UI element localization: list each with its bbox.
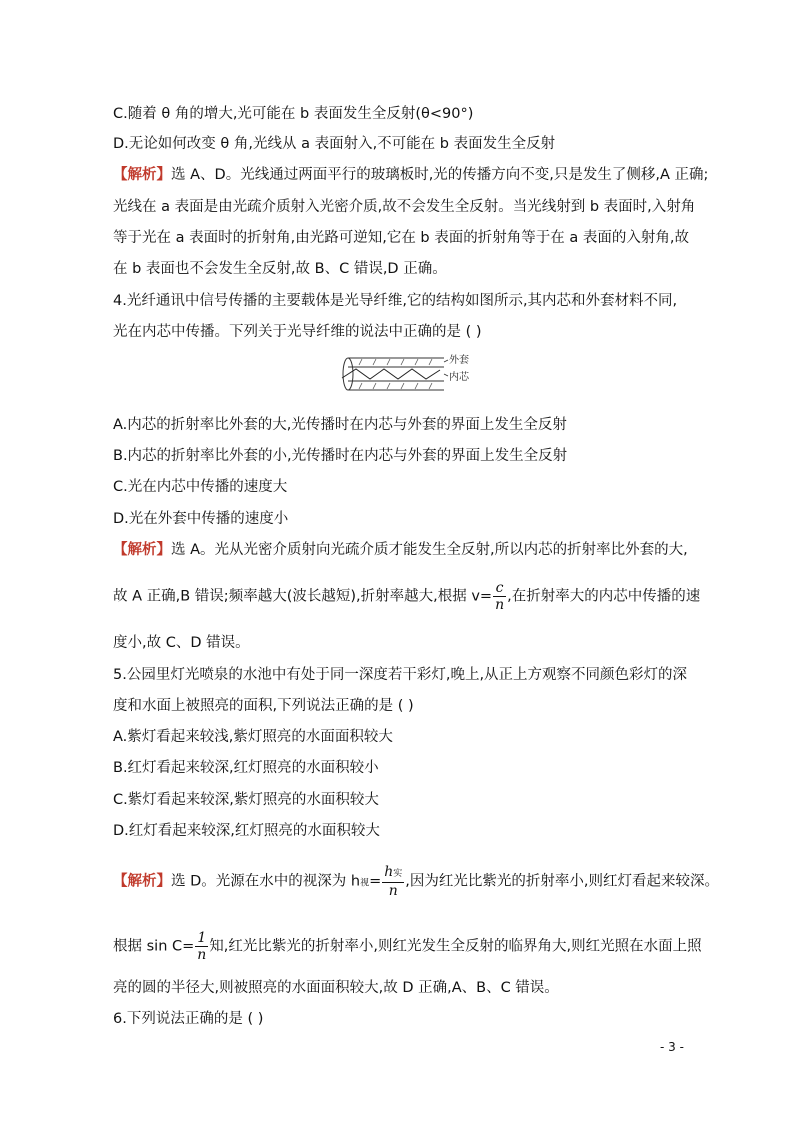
fraction-1-over-n: $\frac{1}{n}$ (197, 930, 207, 963)
analysis-q4-line2: 故 A 正确,B 错误;频率越大(波长越短),折射率越大,根据 v= $\frac{c}{n}$ ,在折射率大的内芯中传播的速 (113, 580, 701, 613)
fraction-c-over-n: $\frac{c}{n}$ (495, 580, 505, 613)
analysis-q3-line2: 光线在 a 表面是由光疏介质射入光密介质,故不会发生全反射。当光线射到 b 表面时,入射角 (113, 199, 696, 215)
analysis-q3: 【解析】选 A、D。光线通过两面平行的玻璃板时,光的传播方向不变,只是发生了侧移,A 正确; (113, 167, 709, 183)
option-b-q4: B.内芯的折射率比外套的小,光传播时在内芯与外套的界面上发生全反射 (113, 448, 568, 464)
option-c-q4: C.光在内芯中传播的速度大 (113, 479, 288, 495)
option-d-q3: D.无论如何改变 θ 角,光线从 a 表面射入,不可能在 b 表面发生全反射 (113, 136, 556, 152)
option-b-q5: B.红灯看起来较深,红灯照亮的水面积较小 (113, 760, 379, 776)
analysis-q4: 【解析】选 A。光从光密介质射向光疏介质才能发生全反射,所以内芯的折射率比外套的大, (113, 542, 688, 558)
analysis-tag: 【解析】 (113, 167, 171, 183)
analysis-tag: 【解析】 (113, 873, 171, 890)
analysis-q5-line2: 根据 sin C= $\frac{1}{n}$ 知,红光比紫光的折射率小,则红光发生全反射的临界角大,则红光照在水面上照 (113, 930, 702, 963)
page-number: - 3 - (660, 1040, 684, 1054)
analysis-q5: 【解析】选 D。光源在水中的视深为 h视= $\frac{\text{h实}}{n}$ ,因为红光比紫光的折射率小,则红灯看起来较深。 (113, 864, 720, 899)
label-inner-core: 内芯 (449, 372, 469, 383)
question-5-stem-line2: 度和水面上被照亮的面积,下列说法正确的是 ( ) (113, 698, 414, 714)
option-a-q5: A.紫灯看起来较浅,紫灯照亮的水面面积较大 (113, 729, 393, 745)
question-4-stem: 4.光纤通讯中信号传播的主要载体是光导纤维,它的结构如图所示,其内芯和外套材料不同, (113, 293, 678, 309)
option-a-q4: A.内芯的折射率比外套的大,光传播时在内芯与外套的界面上发生全反射 (113, 417, 567, 433)
analysis-tag: 【解析】 (113, 542, 171, 558)
analysis-q4-line3: 度小,故 C、D 错误。 (113, 635, 250, 651)
option-d-q5: D.红灯看起来较深,红灯照亮的水面积较大 (113, 823, 380, 839)
fraction-h-over-n: $\frac{\text{h实}}{n}$ (384, 864, 403, 899)
analysis-q3-line3: 等于光在 a 表面时的折射角,由光路可逆知,它在 b 表面的折射角等于在 a 表面的入射角,故 (113, 230, 689, 246)
question-6-stem: 6.下列说法正确的是 ( ) (113, 1011, 264, 1027)
question-5-stem: 5.公园里灯光喷泉的水池中有处于同一深度若干彩灯,晚上,从正上方观察不同颜色彩灯的深 (113, 667, 688, 683)
analysis-q5-line3: 亮的圆的半径大,则被照亮的水面面积较大,故 D 正确,A、B、C 错误。 (113, 980, 559, 996)
option-c-q5: C.紫灯看起来较深,紫灯照亮的水面积较大 (113, 792, 379, 808)
option-c-q3: C.随着 θ 角的增大,光可能在 b 表面发生全反射(θ<90°) (113, 106, 474, 122)
option-d-q4: D.光在外套中传播的速度小 (113, 511, 289, 527)
question-4-stem-line2: 光在内芯中传播。下列关于光导纤维的说法中正确的是 ( ) (113, 324, 482, 340)
analysis-q3-line4: 在 b 表面也不会发生全反射,故 B、C 错误,D 正确。 (113, 261, 447, 277)
label-outer-sheath: 外套 (449, 355, 469, 366)
optical-fiber-figure (336, 348, 486, 404)
